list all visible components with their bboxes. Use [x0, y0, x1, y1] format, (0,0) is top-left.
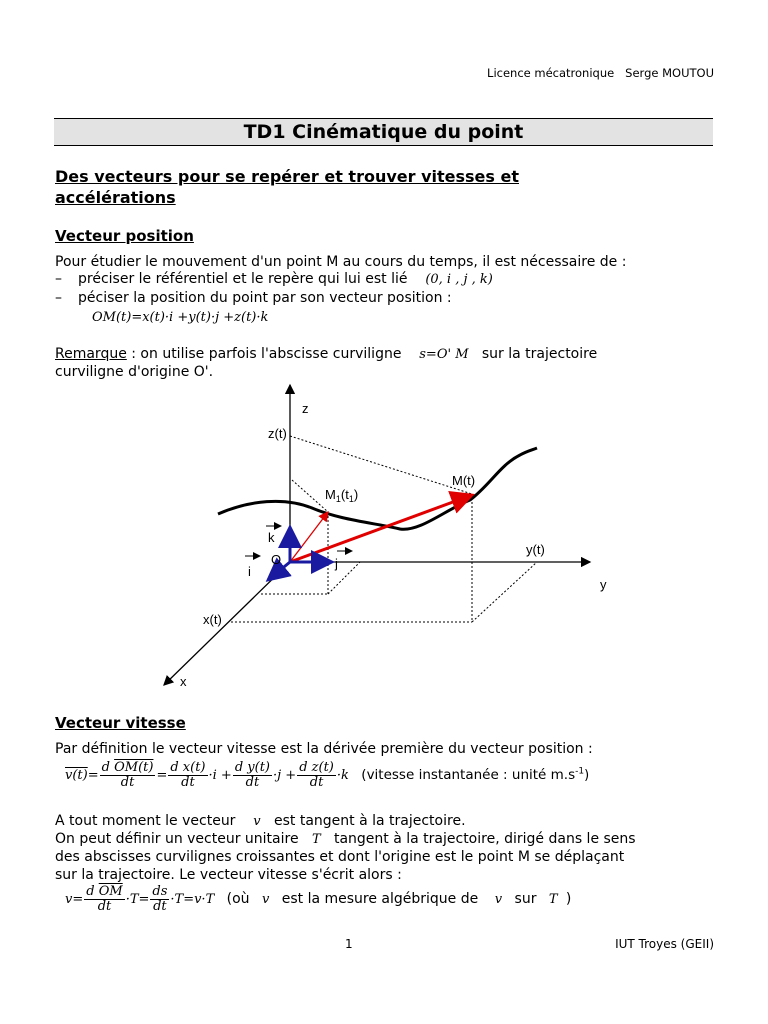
bullet-dash: –	[55, 290, 62, 306]
bullet-1: préciser le référentiel et le repère qui lui est lié (0, i , j , k)	[78, 271, 493, 287]
label-j: j	[335, 556, 338, 571]
page-title: TD1 Cinématique du point	[243, 121, 524, 143]
remark: Remarque : on utilise parfois l'abscisse curviligne s=O' M sur la trajectoire	[55, 346, 598, 362]
label-i: i	[248, 564, 251, 579]
remark-label: Remarque	[55, 346, 127, 362]
label-k: k	[268, 530, 275, 545]
footer-school: IUT Troyes (GEII)	[615, 937, 714, 951]
label-O: O	[271, 552, 282, 567]
curvilinear-formula: s=O' M	[419, 347, 469, 362]
bullet-dash: –	[55, 271, 62, 287]
label-zt: z(t)	[268, 426, 287, 441]
section-title: Des vecteurs pour se repérer et trouver vitesses et accélérations	[55, 167, 519, 207]
page-number: 1	[345, 937, 353, 951]
speed-formula: v(t)= $\frac{\text{d OM(t)}}{dt}$ = $\frac{\text{d x(t)}}{dt}$ ·i + $\frac{\text{d y(t)}}{dt}$ ·j + $\frac{\text{d z(t)}}{dt}$ ·k (vitesse instantanée : unité $m.s^{-1}$)	[65, 760, 590, 790]
remark-line2: curviligne d'origine O'.	[55, 364, 214, 380]
unit-vector-line: On peut définir un vecteur unitaire T tangent à la trajectoire, dirigé dans le sens	[55, 831, 636, 847]
bullet-2: péciser la position du point par son vecteur position :	[78, 290, 452, 306]
om-vector	[290, 495, 472, 562]
label-x: x	[180, 674, 187, 689]
trajectory-curve	[218, 448, 537, 529]
text-line3: des abscisses curvilignes croissantes et dont l'origine est le point M se déplaçant	[55, 849, 625, 865]
text-line4: sur la trajectoire. Le vecteur vitesse s'écrit alors :	[55, 867, 402, 883]
label-y: y	[600, 577, 607, 592]
frame-notation: (0, i , j , k)	[425, 272, 493, 287]
speed-tangent-formula: v= $\frac{d \overline{OM}}{dt}$ ·T= $\frac{ds}{dt}$ ·T=v·T (où v est la mesure algébrique de v sur T )	[65, 884, 572, 914]
label-xt: x(t)	[203, 612, 222, 627]
header-course: Licence mécatronique Serge MOUTOU	[487, 66, 714, 80]
projection-lines	[231, 436, 537, 622]
label-M1: $M_1(t_1)$	[325, 487, 359, 504]
label-Mt: M(t)	[452, 473, 476, 488]
speed-intro: Par définition le vecteur vitesse est la dérivée première du vecteur position :	[55, 741, 593, 757]
position-intro: Pour étudier le mouvement d'un point M au cours du temps, il est nécessaire de :	[55, 254, 627, 270]
speed-heading: Vecteur vitesse	[55, 714, 186, 732]
position-heading: Vecteur position	[55, 227, 194, 245]
label-yt: y(t)	[526, 542, 545, 557]
x-axis	[164, 562, 290, 685]
label-z: z	[302, 401, 309, 416]
tangent-line: A tout moment le vecteur v est tangent à la trajectoire.	[55, 813, 466, 829]
om-formula: OM(t)=x(t)·i +y(t)·j +z(t)·k	[92, 310, 269, 325]
header-author: Serge MOUTOU	[625, 66, 714, 80]
